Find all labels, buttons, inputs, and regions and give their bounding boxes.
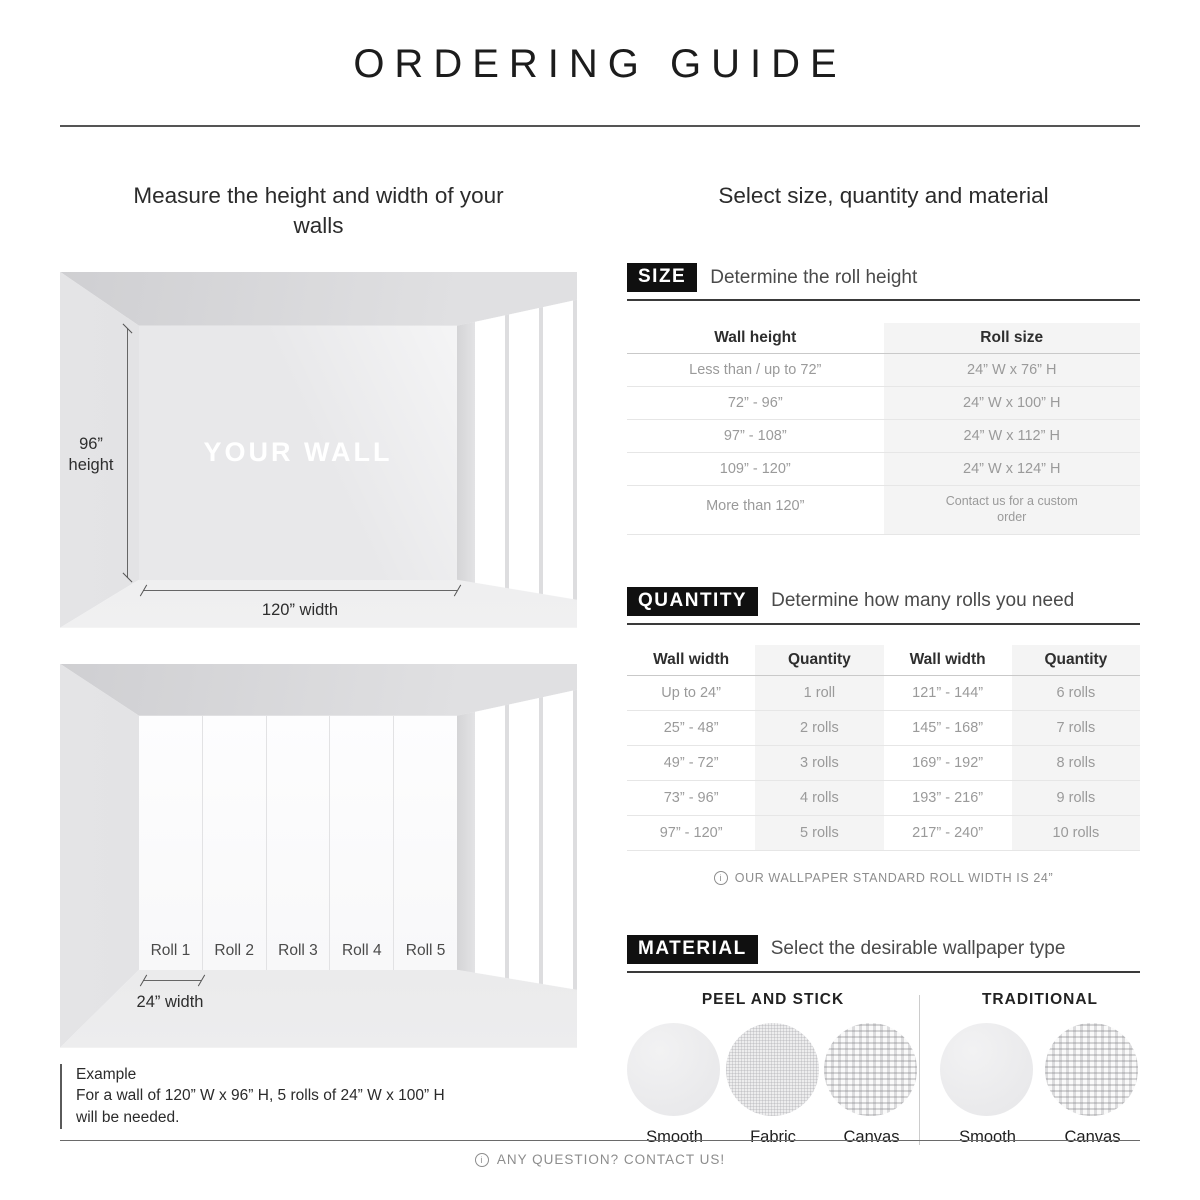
wall-width-cell: 97” - 120” <box>659 824 723 841</box>
size-table <box>627 323 1140 534</box>
material-label: Fabric <box>750 1127 796 1146</box>
example-title: Example <box>76 1065 137 1083</box>
size-subtitle: Determine the roll height <box>710 266 918 288</box>
your-wall <box>139 326 457 580</box>
quantity-col-quantity-1: Quantity <box>755 645 883 675</box>
peel-and-stick-title: PEEL AND STICK <box>701 990 845 1008</box>
roll-label: Roll 2 <box>214 941 255 959</box>
room-illustration-measure <box>60 272 577 628</box>
roll-panel <box>394 716 457 970</box>
info-icon: i <box>475 1153 489 1167</box>
window-panes <box>475 272 577 628</box>
size-table-row <box>627 486 1140 534</box>
wallpaper-rolls <box>139 716 457 970</box>
quantity-cell: 3 rolls <box>755 746 883 780</box>
size-col-roll-size: Roll size <box>884 323 1141 353</box>
quantity-cell: 9 rolls <box>1012 781 1140 815</box>
fabric-texture-swatch <box>726 1023 819 1116</box>
quantity-cell: 8 rolls <box>1012 746 1140 780</box>
example-line1: For a wall of 120” W x 96” H, 5 rolls of 24” W x 100” H <box>76 1087 445 1105</box>
size-table-row <box>627 420 1140 453</box>
roll-width-note-text: OUR WALLPAPER STANDARD ROLL WIDTH IS 24” <box>734 870 1054 885</box>
material-badge: MATERIAL <box>627 935 758 964</box>
material-option-canvas <box>1045 1023 1140 1147</box>
material-label: Canvas <box>1064 1127 1121 1146</box>
size-table-row <box>627 453 1140 486</box>
roll-label: Roll 1 <box>150 941 191 959</box>
roll-width-dimension-line <box>143 980 201 981</box>
roll-panel <box>330 716 394 970</box>
material-label: Smooth <box>646 1127 703 1146</box>
example-line2: will be needed. <box>76 1109 180 1127</box>
quantity-table <box>627 645 1140 851</box>
roll-width-dimension-label: 24” width <box>136 992 204 1011</box>
roll-label: Roll 4 <box>341 941 382 959</box>
quantity-table-row <box>627 781 1140 816</box>
material-option-fabric <box>726 1023 821 1147</box>
wall-width-cell: 193” - 216” <box>912 789 984 806</box>
title-divider <box>60 125 1140 127</box>
page-title: ORDERING GUIDE <box>353 42 847 86</box>
quantity-cell: 7 rolls <box>1012 711 1140 745</box>
material-option-smooth <box>627 1023 722 1147</box>
traditional-title: TRADITIONAL <box>981 990 1099 1008</box>
quantity-table-header <box>627 645 1140 676</box>
size-table-header <box>627 323 1140 354</box>
quantity-section <box>627 587 1140 885</box>
canvas-texture-swatch <box>1045 1023 1138 1116</box>
room-illustration-rolls <box>60 664 577 1048</box>
roll-size-cell: 24” W x 112” H <box>884 420 1141 452</box>
size-badge: SIZE <box>627 263 697 292</box>
quantity-subtitle: Determine how many rolls you need <box>771 590 1075 612</box>
wall-width-cell: 169” - 192” <box>912 754 984 771</box>
traditional-swatches <box>940 1023 1140 1147</box>
wall-width-cell: 121” - 144” <box>912 684 984 701</box>
contact-note-text: ANY QUESTION? CONTACT US! <box>496 1152 726 1167</box>
quantity-cell: 4 rolls <box>755 781 883 815</box>
material-label: Canvas <box>843 1127 900 1146</box>
roll-panel <box>267 716 331 970</box>
quantity-badge: QUANTITY <box>627 587 758 616</box>
wall-width-cell: 217” - 240” <box>912 824 984 841</box>
footer-divider <box>60 1140 1140 1141</box>
size-section-header <box>627 263 1140 301</box>
quantity-cell: 6 rolls <box>1012 676 1140 710</box>
size-table-row <box>627 387 1140 420</box>
material-section-header <box>627 935 1140 973</box>
roll-label: Roll 5 <box>405 941 446 959</box>
roll-size-cell: 24” W x 76” H <box>884 354 1141 386</box>
height-word: height <box>68 456 114 475</box>
wall-height-cell: 109” - 120” <box>719 461 791 478</box>
roll-size-cell: Contact us for a custom order <box>884 486 1141 533</box>
wall-width-cell: 73” - 96” <box>663 789 719 806</box>
smooth-texture-swatch <box>627 1023 720 1116</box>
material-option-smooth <box>940 1023 1035 1147</box>
roll-panel <box>139 716 203 970</box>
size-section <box>627 263 1140 534</box>
measure-heading: Measure the height and width of your walls <box>133 183 504 239</box>
peel-and-stick-swatches <box>627 1023 919 1147</box>
quantity-cell: 5 rolls <box>755 816 883 850</box>
wall-width-cell: Up to 24” <box>661 684 721 701</box>
wall-height-cell: Less than / up to 72” <box>689 362 822 379</box>
height-value: 96” <box>79 434 103 453</box>
contact-note <box>60 1152 1140 1167</box>
info-icon: i <box>714 871 728 885</box>
material-option-canvas <box>824 1023 919 1147</box>
quantity-table-row <box>627 816 1140 851</box>
wall-height-cell: 97” - 108” <box>723 428 787 445</box>
select-heading: Select size, quantity and material <box>718 183 1049 208</box>
canvas-texture-swatch <box>824 1023 917 1116</box>
your-wall-label: YOUR WALL <box>203 437 393 468</box>
height-dimension-line <box>127 328 128 578</box>
content-columns <box>60 181 1140 1147</box>
roll-panel <box>203 716 267 970</box>
wall-width-cell: 49” - 72” <box>663 754 719 771</box>
footer <box>60 1140 1140 1167</box>
roll-width-note <box>627 871 1140 885</box>
roll-size-cell: 24” W x 124” H <box>884 453 1141 485</box>
quantity-col-quantity-2: Quantity <box>1012 645 1140 675</box>
roll-label: Roll 3 <box>278 941 318 959</box>
wall-width-cell: 145” - 168” <box>912 719 984 736</box>
material-section <box>627 935 1140 1147</box>
quantity-cell: 10 rolls <box>1012 816 1140 850</box>
quantity-col-wall-width-2: Wall width <box>909 650 986 668</box>
size-table-row <box>627 354 1140 387</box>
size-col-wall-height: Wall height <box>714 329 797 347</box>
material-groups <box>627 991 1140 1147</box>
width-dimension-label: 120” width <box>261 600 339 619</box>
example-note <box>60 1064 577 1129</box>
quantity-col-wall-width-1: Wall width <box>653 650 730 668</box>
material-label: Smooth <box>959 1127 1016 1146</box>
wall-width-cell: 25” - 48” <box>663 719 719 736</box>
wall-height-cell: More than 120” <box>706 498 805 515</box>
select-column <box>627 181 1140 1147</box>
material-group-divider <box>919 995 920 1145</box>
peel-and-stick-group <box>627 991 919 1147</box>
quantity-cell: 2 rolls <box>755 711 883 745</box>
height-dimension-label <box>62 434 120 477</box>
measure-column <box>60 181 577 1147</box>
quantity-section-header <box>627 587 1140 625</box>
traditional-group <box>940 991 1140 1147</box>
quantity-table-row <box>627 711 1140 746</box>
wall-height-cell: 72” - 96” <box>727 395 783 412</box>
quantity-table-row <box>627 676 1140 711</box>
quantity-cell: 1 roll <box>755 676 883 710</box>
smooth-texture-swatch <box>940 1023 1033 1116</box>
width-dimension-line <box>143 590 457 591</box>
material-subtitle: Select the desirable wallpaper type <box>770 938 1066 960</box>
quantity-table-row <box>627 746 1140 781</box>
roll-size-cell: 24” W x 100” H <box>884 387 1141 419</box>
